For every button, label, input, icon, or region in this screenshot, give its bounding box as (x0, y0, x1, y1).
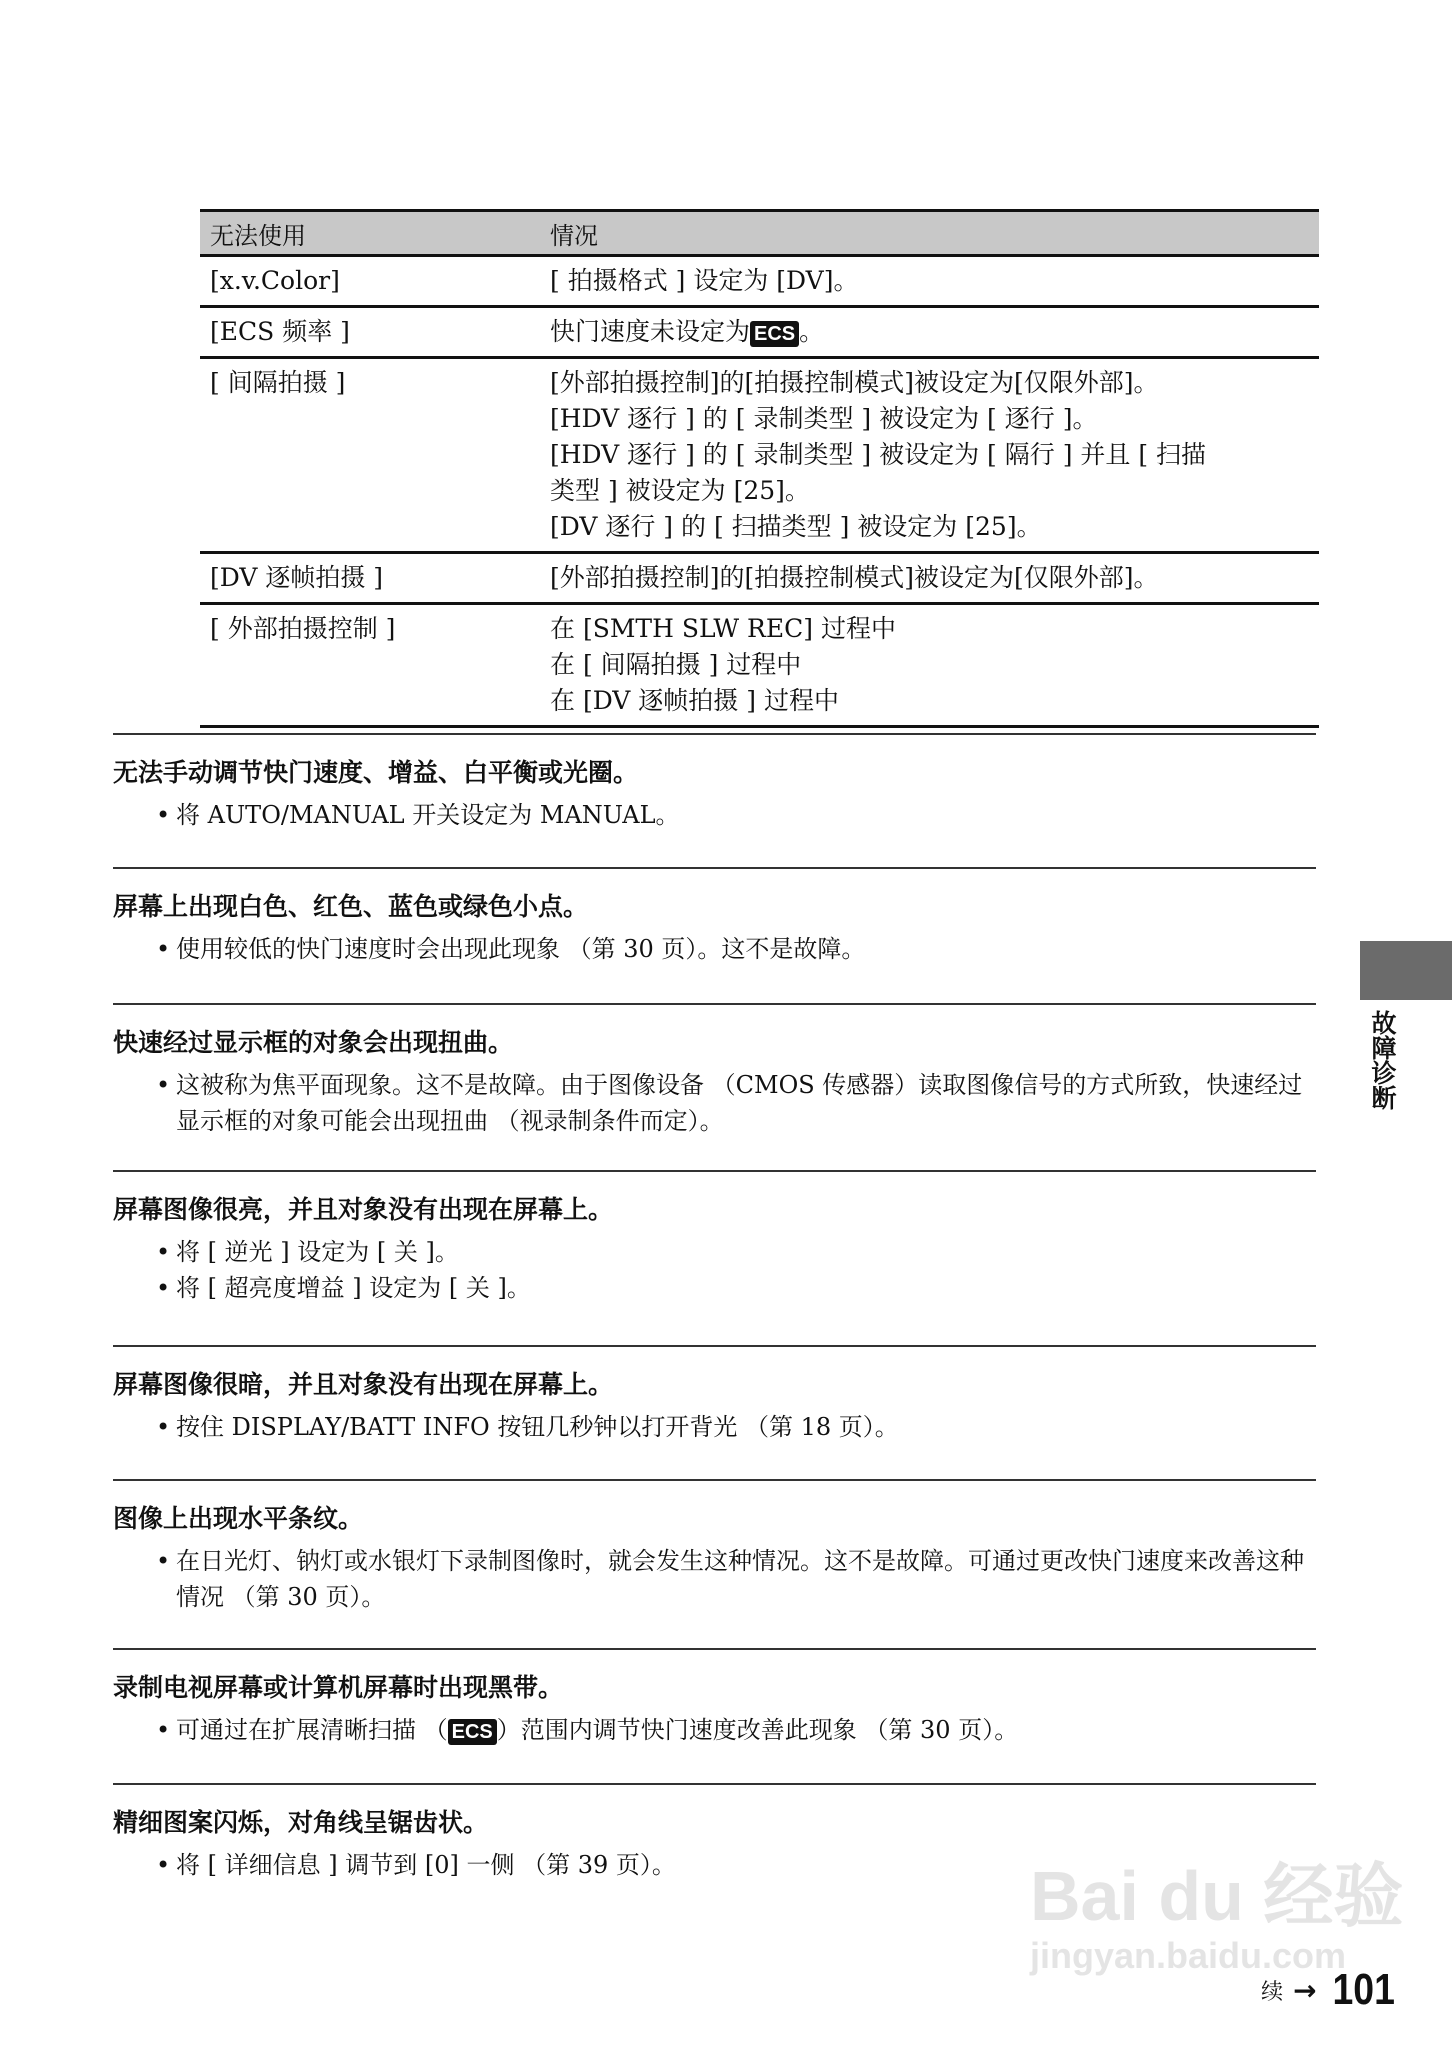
troubleshoot-section (113, 1345, 1316, 1445)
bullet-item: • 按住 DISPLAY/BATT INFO 按钮几秒钟以打开背光 （第 18 页）。 (176, 1409, 1316, 1445)
row-condition (540, 358, 1319, 553)
unavailable-functions-table (200, 209, 1319, 728)
condition-line: [外部拍摄控制]的[拍摄控制模式]被设定为[仅限外部]。 (550, 563, 1159, 592)
section-title: 录制电视屏幕或计算机屏幕时出现黑带。 (113, 1673, 564, 1702)
section-title: 图像上出现水平条纹。 (113, 1504, 364, 1533)
row-item: [ECS 频率 ] (200, 307, 540, 358)
bullet-item: • 使用较低的快门速度时会出现此现象 （第 30 页）。这不是故障。 (176, 931, 1316, 967)
troubleshoot-section (113, 1170, 1316, 1306)
arrow-right-icon: → (1293, 1973, 1317, 2007)
baidu-watermark (1030, 1840, 1403, 1977)
section-title: 屏幕图像很亮，并且对象没有出现在屏幕上。 (113, 1195, 614, 1224)
condition-line: 快门速度未设定为 (550, 317, 751, 346)
page-footer (1261, 1965, 1400, 2015)
bullet-text: 可通过在扩展清晰扫描 （ (176, 1716, 448, 1744)
bullet-item: • 在日光灯、钠灯或水银灯下录制图像时，就会发生这种情况。这不是故障。可通过更改快门速度来改善这种情况 （第 30 页）。 (176, 1543, 1316, 1615)
condition-line: [ 拍摄格式 ] 设定为 [DV]。 (550, 266, 859, 295)
troubleshoot-section (113, 1648, 1316, 1748)
troubleshoot-section (113, 1003, 1316, 1139)
table-row (200, 358, 1319, 553)
bullet-item: • 将 [ 超亮度增益 ] 设定为 [ 关 ]。 (176, 1270, 1316, 1306)
section-title: 无法手动调节快门速度、增益、白平衡或光圈。 (113, 758, 639, 787)
section-title: 屏幕上出现白色、红色、蓝色或绿色小点。 (113, 892, 589, 921)
bullet-item: • 将 AUTO/MANUAL 开关设定为 MANUAL。 (176, 797, 1316, 833)
condition-line: 类型 ] 被设定为 [25]。 (550, 476, 810, 505)
condition-line: 在 [ 间隔拍摄 ] 过程中 (550, 650, 802, 679)
row-item: [DV 逐帧拍摄 ] (200, 553, 540, 604)
troubleshoot-section (113, 1479, 1316, 1615)
row-condition (540, 307, 1319, 358)
troubleshoot-section (113, 867, 1316, 967)
chapter-tab-marker (1360, 941, 1452, 1000)
table-header-row (200, 211, 1319, 256)
bullet-item (176, 1712, 1316, 1748)
row-item: [ 间隔拍摄 ] (200, 358, 540, 553)
section-title: 快速经过显示框的对象会出现扭曲。 (113, 1028, 514, 1057)
section-title: 屏幕图像很暗，并且对象没有出现在屏幕上。 (113, 1370, 614, 1399)
bullet-text: ）范围内调节快门速度改善此现象 （第 30 页）。 (496, 1716, 1019, 1744)
page-number: 101 (1332, 1965, 1395, 2014)
continued-label: 续 (1261, 1979, 1284, 2005)
condition-line: [HDV 逐行 ] 的 [ 录制类型 ] 被设定为 [ 隔行 ] 并且 [ 扫描 (550, 440, 1207, 469)
condition-line: [DV 逐行 ] 的 [ 扫描类型 ] 被设定为 [25]。 (550, 512, 1042, 541)
condition-line: [HDV 逐行 ] 的 [ 录制类型 ] 被设定为 [ 逐行 ]。 (550, 404, 1098, 433)
bullet-item: • 这被称为焦平面现象。这不是故障。由于图像设备 （CMOS 传感器）读取图像信号的方式所致，快速经过显示框的对象可能会出现扭曲 （视录制条件而定）。 (176, 1067, 1316, 1139)
section-title: 精细图案闪烁，对角线呈锯齿状。 (113, 1808, 489, 1837)
condition-line: 在 [DV 逐帧拍摄 ] 过程中 (550, 686, 839, 715)
chapter-tab-label: 故障诊断 (1368, 1010, 1397, 1110)
header-unavailable: 无法使用 (200, 211, 540, 256)
table-row (200, 256, 1319, 307)
row-item: [ 外部拍摄控制 ] (200, 604, 540, 727)
watermark-url: jingyan.baidu.com (1030, 1935, 1347, 1976)
row-item: [x.v.Color] (200, 256, 540, 307)
ecs-icon: ECS (750, 321, 799, 347)
punctuation: 。 (799, 317, 825, 346)
row-condition (540, 553, 1319, 604)
bullet-item: • 将 [ 逆光 ] 设定为 [ 关 ]。 (176, 1234, 1316, 1270)
watermark-logo-text: Bai du 经验 (1030, 1857, 1404, 1935)
table-row (200, 553, 1319, 604)
bullet-item: • 将 [ 详细信息 ] 调节到 [0] 一侧 （第 39 页）。 (176, 1847, 1316, 1883)
row-condition (540, 256, 1319, 307)
troubleshoot-section (113, 733, 1316, 833)
header-condition: 情况 (540, 211, 1319, 256)
condition-line: 在 [SMTH SLW REC] 过程中 (550, 614, 896, 643)
ecs-icon: ECS (448, 1719, 497, 1745)
row-condition (540, 604, 1319, 727)
table-row (200, 604, 1319, 727)
table-row (200, 307, 1319, 358)
condition-line: [外部拍摄控制]的[拍摄控制模式]被设定为[仅限外部]。 (550, 368, 1159, 397)
